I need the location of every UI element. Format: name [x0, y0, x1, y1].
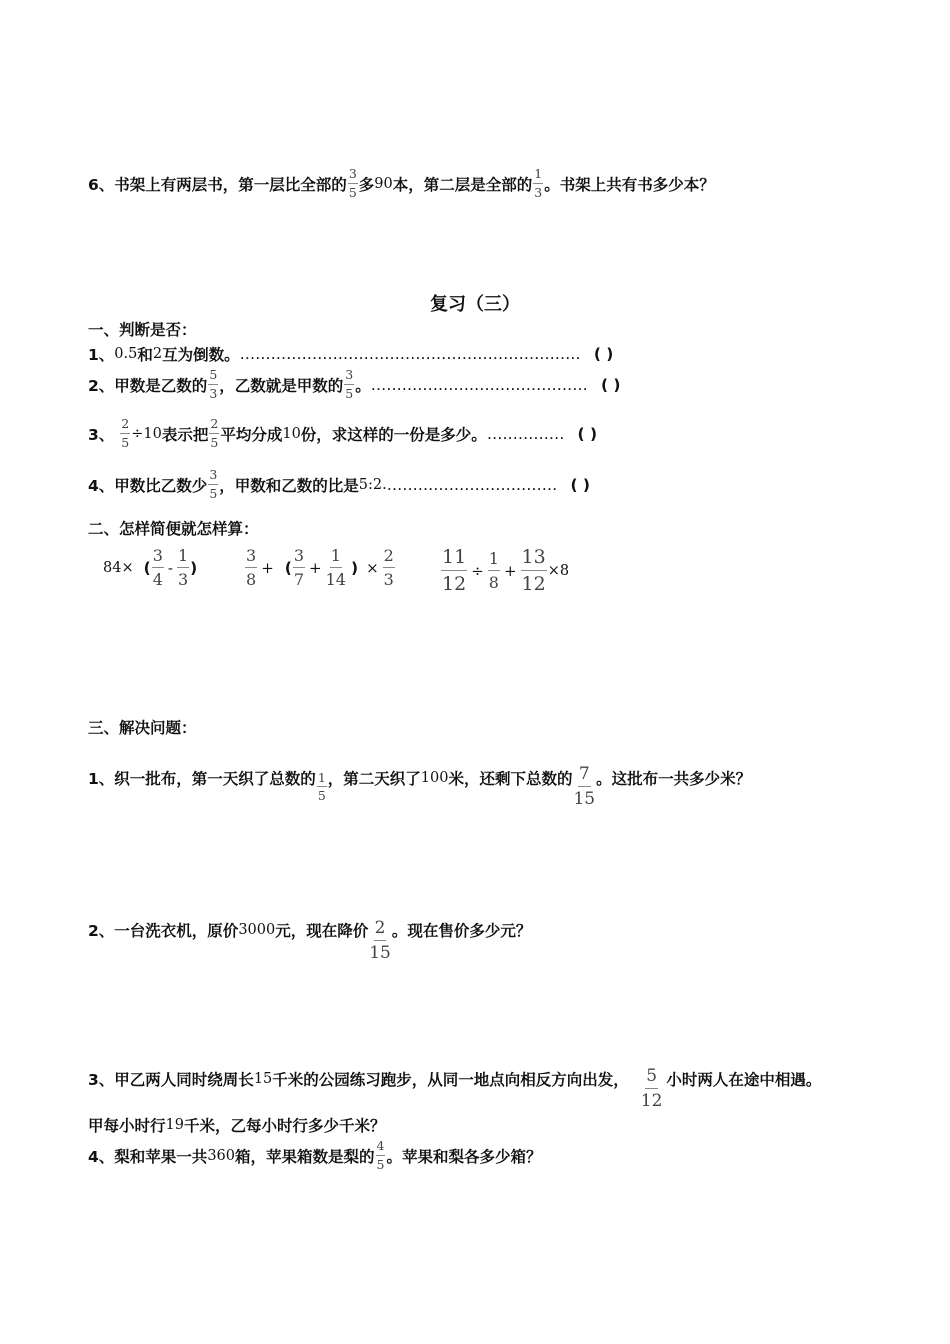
word-problem-3: 3、 甲乙两人同时绕周长 15 千米的公园练习跑步，从同一地点向相反方向出发， $\frac{5}{12}$ 小时两人在途中相遇。 — [88, 1066, 822, 1111]
judge-item-3: 3、 $\frac{2}{5}$ ÷10 表示把 $\frac{2}{5}$ 平均分成 10 份，求这样的一份是多少。 …………… ( ) — [88, 418, 610, 449]
judge-item-1: 1、 0.5 和 2 互为倒数。 ………………………………………………………… ( ) — [88, 343, 627, 365]
word-problem-4: 4、 梨和苹果一共 360 箱，苹果箱数是梨的 $\frac{4}{5}$ 。苹果和梨各多少箱？ — [88, 1138, 542, 1172]
word-problem-1: 1、 织一批布，第一天织了总数的 $\frac{1}{5}$ ，第二天织了 100 米，还剩下总数的 $\frac{7}{15}$ 。这批布一共多少米？ — [88, 764, 752, 809]
fraction: $\frac{3}{8}$ — [246, 546, 257, 589]
answer-blank: ( ) — [577, 424, 598, 443]
section-1-heading: 一、判断是否： — [88, 321, 197, 339]
word-problem-3-continued: 甲每小时行 19 千米，乙每小时行多少千米？ — [88, 1117, 386, 1135]
fraction: $\frac{1}{3}$ — [177, 546, 189, 589]
judge-item-2: 2、 甲数是乙数的 $\frac{5}{3}$ ，乙数就是甲数的 $\frac{3}{5}$ 。 …………………………………… ( ) — [88, 369, 634, 400]
fraction: $\frac{11}{12}$ — [442, 546, 467, 595]
review-title: 复习（三） — [430, 294, 520, 315]
fraction: $\frac{3}{5}$ — [345, 367, 354, 401]
calc-expression-2: $\frac{3}{8}$ + ( $\frac{3}{7}$ + $\frac{1}{14}$ ) × $\frac{2}{3}$ — [246, 546, 394, 589]
fraction: $\frac{2}{15}$ — [369, 918, 391, 963]
problem-text: 书架上有两层书，第一层比全部的 — [114, 175, 347, 194]
section-2-heading: 二、怎样简便就怎样算： — [88, 520, 259, 538]
answer-blank: ( ) — [593, 345, 614, 363]
fraction: $\frac{4}{5}$ — [376, 1138, 385, 1172]
problem-6: 6、 书架上有两层书，第一层比全部的 $\frac{3}{5}$ 多 90 本，第二层是全部的 $\frac{1}{3}$ 。书架上共有书多少本？ — [88, 166, 715, 200]
fraction: $\frac{5}{12}$ — [640, 1066, 663, 1111]
fraction: $\frac{1}{14}$ — [325, 546, 346, 589]
fraction: $\frac{5}{3}$ — [209, 367, 218, 401]
answer-blank: ( ) — [570, 475, 591, 494]
fraction: $\frac{2}{5}$ — [210, 416, 219, 450]
fraction: $\frac{3}{5}$ — [348, 166, 357, 200]
fraction: $\frac{2}{5}$ — [121, 416, 130, 450]
fraction: $\frac{3}{4}$ — [152, 546, 163, 589]
fraction: $\frac{7}{15}$ — [573, 764, 596, 809]
fraction: $\frac{1}{5}$ — [317, 769, 326, 803]
calc-expression-1: 84× ( $\frac{3}{4}$ - $\frac{1}{3}$ ) — [103, 546, 198, 589]
fraction: $\frac{3}{7}$ — [293, 546, 305, 589]
section-3-heading: 三、解决问题： — [88, 719, 197, 737]
word-problem-2: 2、 一台洗衣机，原价 3000 元，现在降价 $\frac{2}{15}$ 。现在售价多少元？ — [88, 918, 532, 963]
fraction: $\frac{13}{12}$ — [521, 546, 546, 595]
fraction: $\frac{2}{3}$ — [383, 546, 394, 589]
answer-blank: ( ) — [600, 375, 621, 394]
fraction: $\frac{1}{3}$ — [534, 166, 543, 200]
fraction: $\frac{3}{5}$ — [209, 467, 218, 501]
problem-index: 6、 — [88, 175, 115, 194]
fraction: $\frac{1}{8}$ — [488, 549, 499, 592]
calc-expression-3: $\frac{11}{12}$ ÷ $\frac{1}{8}$ + $\frac{13}{12}$ ×8 — [442, 546, 570, 595]
judge-item-4: 4、 甲数比乙数少 $\frac{3}{5}$ ，甲数和乙数的比是 5:2. …………………………… ( ) — [88, 469, 603, 500]
